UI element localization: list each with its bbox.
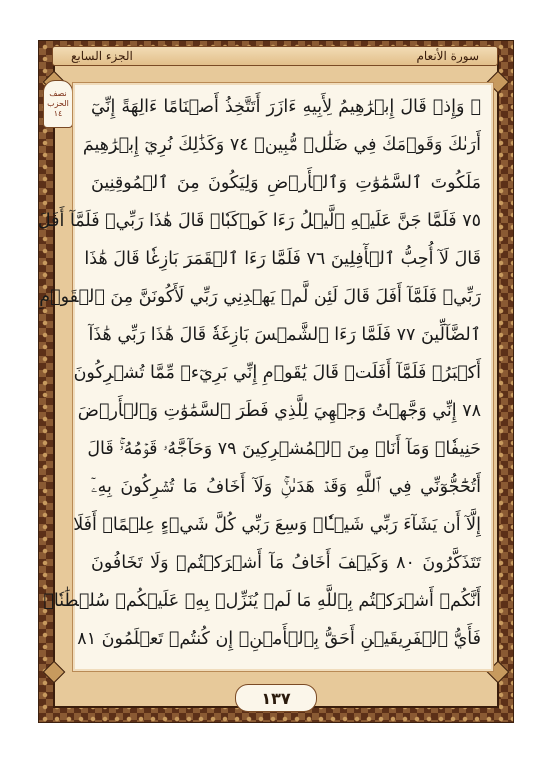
verse-line: حَنِيفٗاۖ وَمَآ أَنَا۠ مِنَ ٱلۡمُشۡرِكِينَ ٧٩ وَحَآجَّهُۥ قَوۡمُهُۥۚ قَالَ xyxy=(87,439,481,459)
verse-line: أَكۡبَرُۖ فَلَمَّآ أَفَلَتۡ قَالَ يَٰقَوۡمِ إِنِّي بَرِيٓءٞ مِّمَّا تُشۡرِكُونَ xyxy=(73,363,481,383)
hizb-number: ١٤ xyxy=(53,109,63,118)
verse-line: قَالَ لَآ أُحِبُّ ٱلۡأٓفِلِينَ ٧٦ فَلَمَّا رَءَا ٱلۡقَمَرَ بَازِغٗا قَالَ هَٰذَا xyxy=(84,249,481,269)
page-number: ١٣٧ xyxy=(261,688,291,708)
verse-line: رَبِّيۖ فَلَمَّآ أَفَلَ قَالَ لَئِن لَّمۡ يَهۡدِنِي رَبِّي لَأَكُونَنَّ مِنَ ٱلۡقَوۡمِ xyxy=(39,287,481,307)
verse-line: أَتُحَٰٓجُّوٓنِّي فِي ٱللَّهِ وَقَدۡ هَدَىٰنِۚ وَلَآ أَخَافُ مَا تُشۡرِكُونَ بِهِۦٓ xyxy=(91,477,481,497)
hizb-line-2: الحزب xyxy=(47,99,69,108)
verse-line: تَتَذَكَّرُونَ ٨٠ وَكَيۡفَ أَخَافُ مَآ أَشۡرَكۡتُمۡ وَلَا تَخَافُونَ xyxy=(91,553,481,573)
verse-line: ٧٨ إِنِّي وَجَّهۡتُ وَجۡهِيَ لِلَّذِي فَطَرَ ٱلسَّمَٰوَٰتِ وَٱلۡأَرۡضَ xyxy=(77,401,481,421)
page-number-badge xyxy=(235,684,317,712)
juz-label: الجزء السابع xyxy=(71,49,133,63)
hizb-line-1: نصف xyxy=(49,89,67,98)
verse-line: فَأَيُّ ٱلۡفَرِيقَيۡنِ أَحَقُّ بِٱلۡأَمۡنِۖ إِن كُنتُمۡ تَعۡلَمُونَ ٨١ xyxy=(77,629,481,649)
page-header xyxy=(52,46,498,66)
surah-label: سورة الأنعام xyxy=(416,49,479,63)
hizb-marker xyxy=(43,80,73,128)
verse-line: إِلَّآ أَن يَشَآءَ رَبِّي شَيۡـٔٗاۚ وَسِعَ رَبِّي كُلَّ شَيۡءٍ عِلۡمًاۚ أَفَلَا xyxy=(73,515,481,535)
verse-line: ٧٥ فَلَمَّا جَنَّ عَلَيۡهِ ٱلَّيۡلُ رَءَا كَوۡكَبٗاۖ قَالَ هَٰذَا رَبِّيۖ فَلَمَّآ أَفَلَ xyxy=(37,211,481,231)
verse-line: ۞ وَإِذۡ قَالَ إِبۡرَٰهِيمُ لِأَبِيهِ ءَازَرَ أَتَتَّخِذُ أَصۡنَامًا ءَالِهَةً إِنِّيٓ xyxy=(91,97,481,117)
verse-line: مَلَكُوتَ ٱلسَّمَٰوَٰتِ وَٱلۡأَرۡضِ وَلِيَكُونَ مِنَ ٱلۡمُوقِنِينَ xyxy=(91,173,481,193)
verse-line: ٱلضَّآلِّينَ ٧٧ فَلَمَّا رَءَا ٱلشَّمۡسَ بَازِغَةٗ قَالَ هَٰذَا رَبِّي هَٰذَآ xyxy=(88,325,481,345)
verse-line: أَرَىٰكَ وَقَوۡمَكَ فِي ضَلَٰلٖ مُّبِينٖ ٧٤ وَكَذَٰلِكَ نُرِيٓ إِبۡرَٰهِيمَ xyxy=(82,135,481,155)
verse-line: أَنَّكُمۡ أَشۡرَكۡتُم بِٱللَّهِ مَا لَمۡ يُنَزِّلۡ بِهِۦ عَلَيۡكُمۡ سُلۡطَٰنٗاۚ xyxy=(43,591,481,611)
